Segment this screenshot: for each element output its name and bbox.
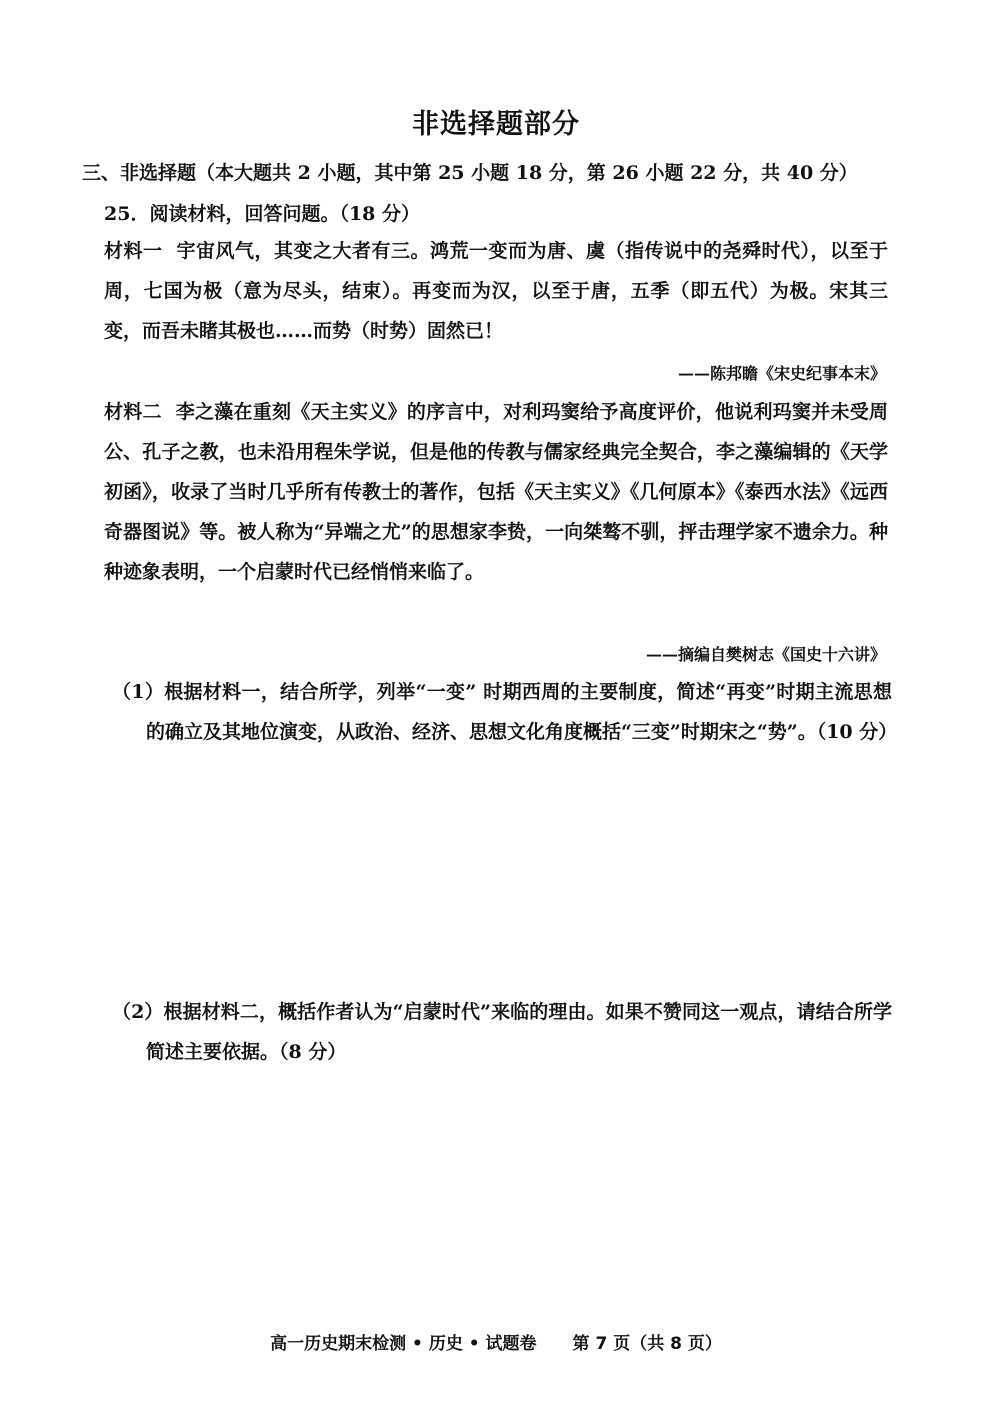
answer-area-1[interactable] xyxy=(112,800,892,980)
page-footer xyxy=(0,1329,992,1354)
material-one-source: ——陈邦瞻《宋史纪事本末》 xyxy=(677,364,886,383)
material-two-text: 李之藻在重刻《天主实义》的序言中，对利玛窦给予高度评价，他说利玛窦并未受周公、孔子之教，也未沿用程朱学说，但是他的传教与儒家经典完全契合，李之藻编辑的《天学初函》，收录了当时几乎所有传教士的著作，包括《天主实义》《几何原本》《泰西水法》《远西奇器图说》等。被人称为“异端之尤”的思想家李贽，一向桀骜不驯，抨击理学家不遗余力。种种迹象表明，一个启蒙时代已经悄悄来临了。 xyxy=(104,401,888,583)
material-two-source: ——摘编自樊树志《国史十六讲》 xyxy=(645,645,886,664)
footer-exam-name: 高一历史期末检测 • 历史 • 试题卷 xyxy=(270,1334,537,1354)
material-two xyxy=(104,392,888,592)
material-two-label: 材料二 xyxy=(104,401,162,423)
material-one-label: 材料一 xyxy=(104,240,163,262)
sub-question-1-text: （1）根据材料一，结合所学，列举“一变” 时期西周的主要制度，简述“再变”时期主流思想的确立及其地位演变，从政治、经济、思想文化角度概括“三变”时期宋之“势”。（10 分） xyxy=(112,681,898,743)
sub-question-1 xyxy=(112,672,898,752)
page-title: 非选择题部分 xyxy=(412,109,580,140)
sub-question-2-text: （2）根据材料二，概括作者认为“启蒙时代”来临的理由。如果不赞同这一观点，请结合所学简述主要依据。（8 分） xyxy=(112,1001,892,1063)
section-heading: 三、非选择题（本大题共 2 小题，其中第 25 小题 18 分，第 26 小题 22 分，共 40 分） xyxy=(82,162,858,184)
material-one xyxy=(104,231,888,351)
sub-question-2 xyxy=(112,992,892,1072)
answer-area-2[interactable] xyxy=(112,1078,892,1308)
question-heading: 25．阅读材料，回答问题。（18 分） xyxy=(104,203,420,225)
footer-page-number: 第 7 页（共 8 页） xyxy=(572,1334,722,1354)
material-one-text: 宇宙风气，其变之大者有三。鸿荒一变而为唐、虞（指传说中的尧舜时代），以至于周，七国为极（意为尽头，结束）。再变而为汉，以至于唐，五季（即五代）为极。宋其三变，而吾未睹其极也……而势（时势）固然已！ xyxy=(104,240,888,342)
